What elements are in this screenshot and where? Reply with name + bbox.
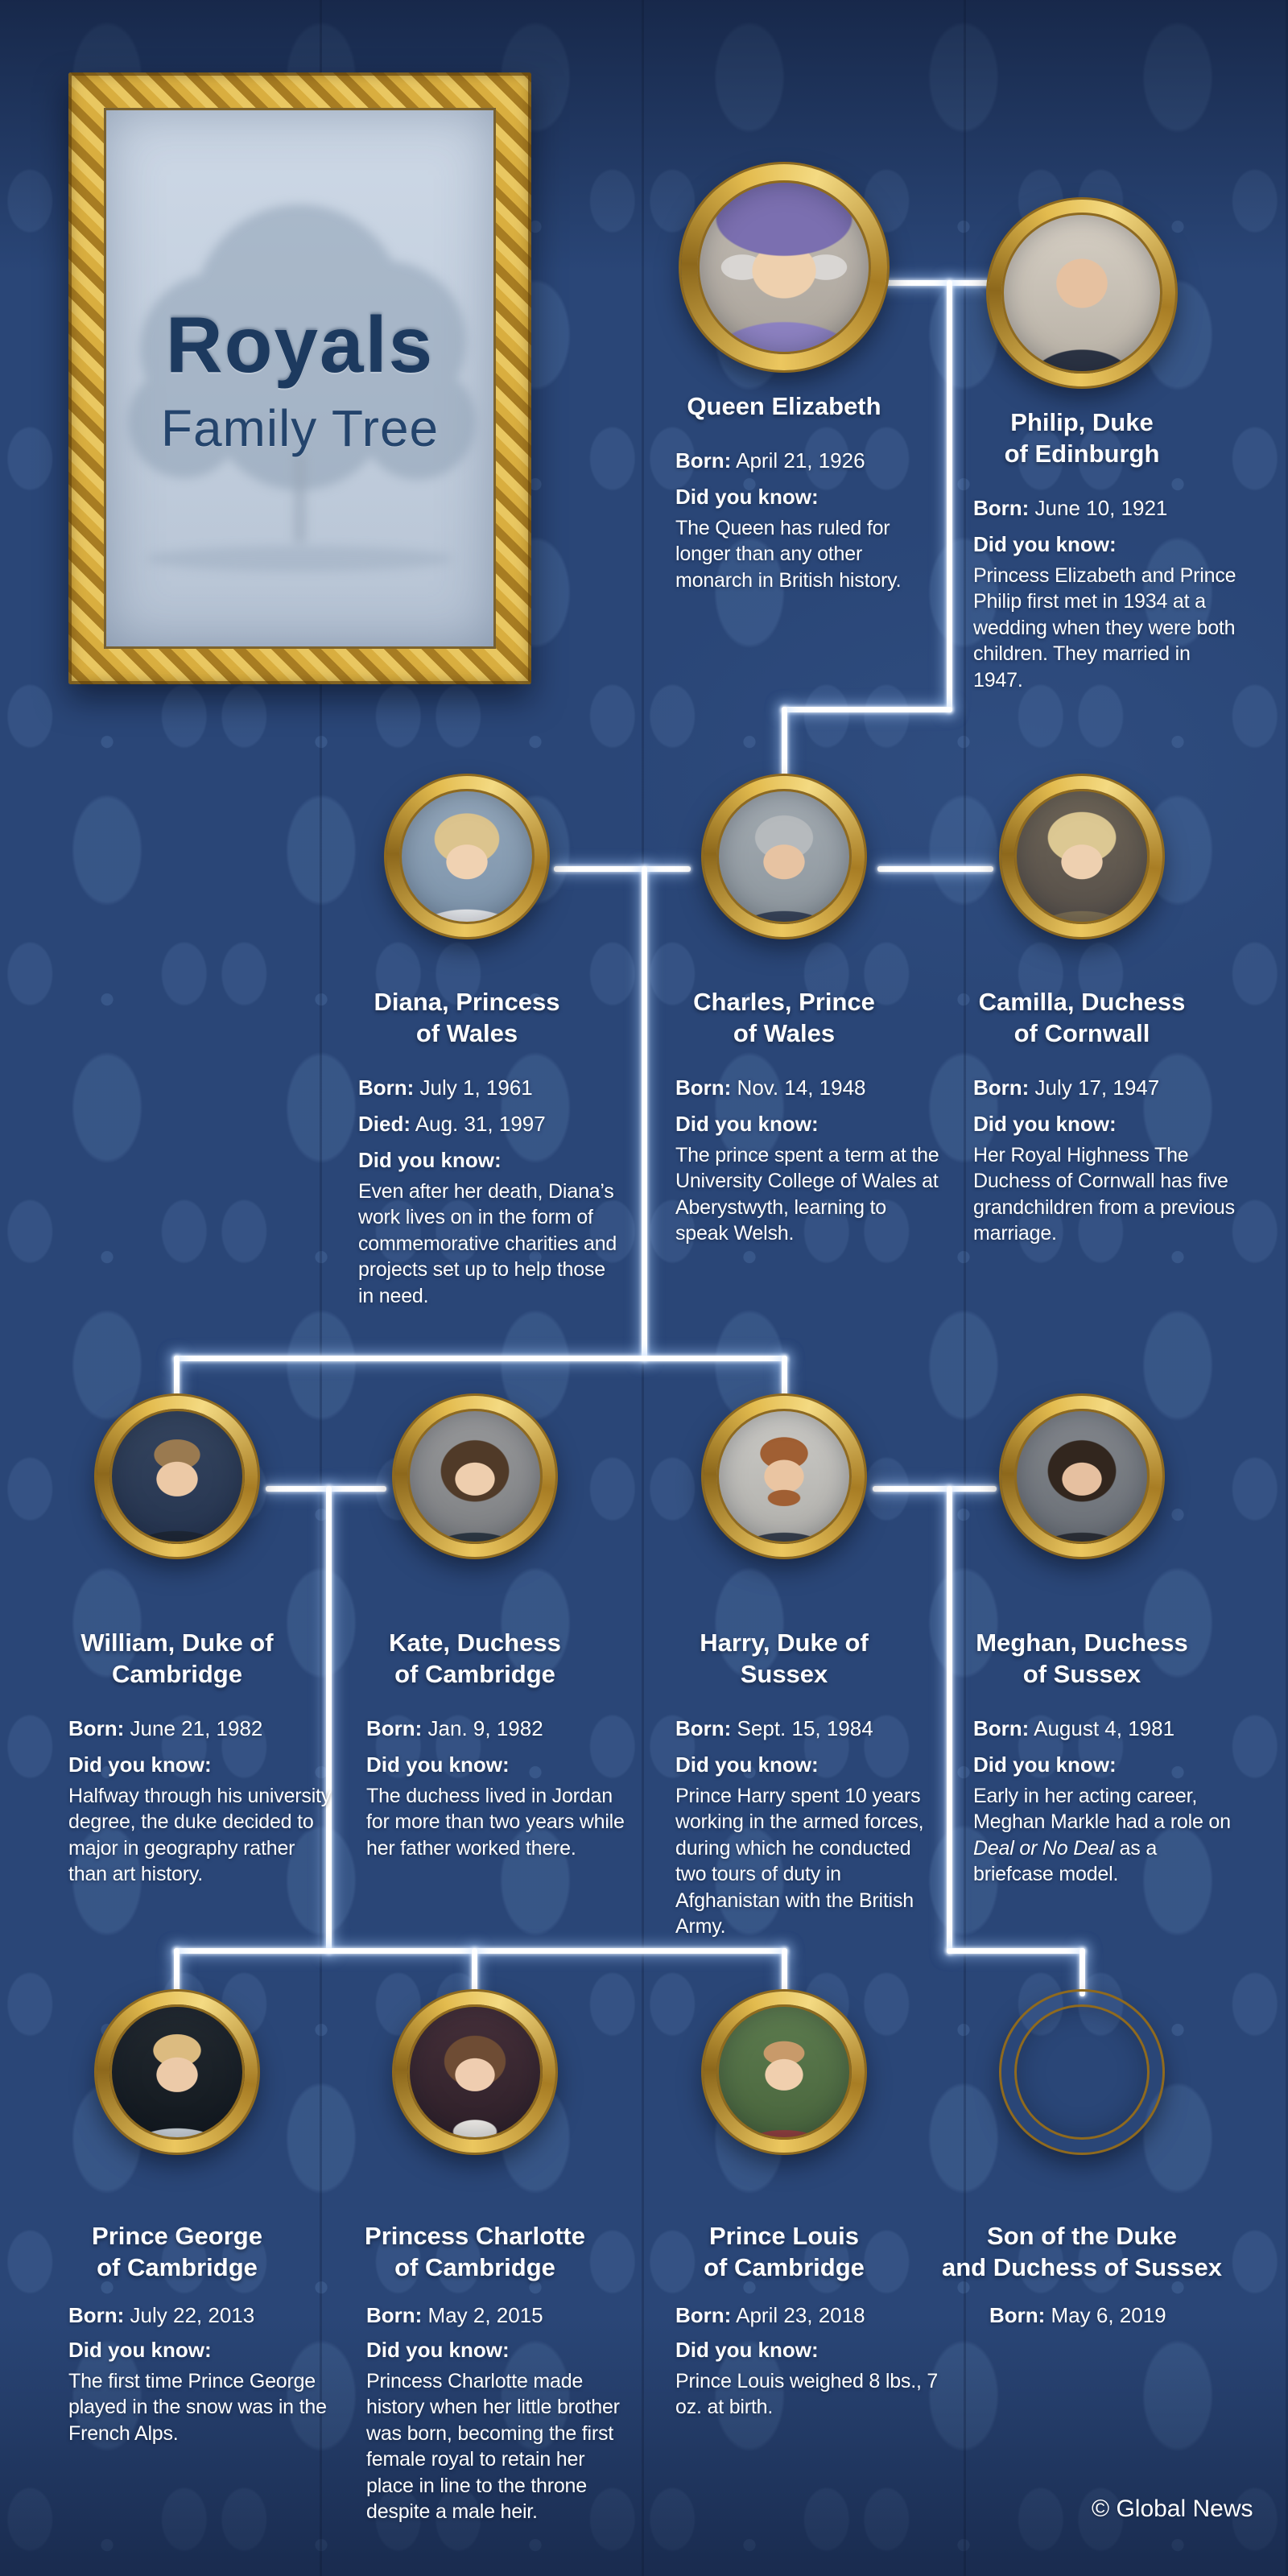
person-card-charles	[627, 776, 941, 1247]
person-name: Prince Louis of Cambridge	[704, 2222, 865, 2281]
person-name: Meghan, Duchess of Sussex	[976, 1629, 1188, 1688]
born-row	[68, 1715, 334, 1743]
connector-line-drop-to-charles-3	[782, 707, 787, 781]
portrait-louis	[704, 1992, 865, 2153]
person-card-louis	[627, 1992, 941, 2421]
person-card-diana	[310, 776, 624, 1309]
born-date: June 21, 1982	[124, 1715, 263, 1740]
portrait-diana	[386, 776, 547, 937]
person-card-philip	[925, 200, 1239, 693]
person-name: Son of the Duke and Duchess of Sussex	[941, 2222, 1222, 2281]
born-label: Born:	[675, 2302, 732, 2327]
did-you-know-label: Did you know:	[675, 1752, 819, 1777]
born-row	[358, 1074, 624, 1102]
portrait-philip	[989, 200, 1175, 386]
person-card-william	[20, 1396, 334, 1888]
born-date: May 6, 2019	[1045, 2302, 1166, 2327]
did-you-know-label: Did you know:	[675, 1111, 819, 1136]
did-you-know-label: Did you know:	[366, 1752, 510, 1777]
died-row	[358, 1110, 624, 1138]
did-you-know-label: Did you know:	[68, 1752, 212, 1777]
born-date: July 22, 2013	[124, 2302, 255, 2327]
person-card-charlotte	[318, 1992, 632, 2525]
born-row	[366, 2301, 632, 2330]
connector-line-drop-to-charles-2	[782, 707, 952, 712]
fact-text: The first time Prince George played in the snow was in the French Alps.	[68, 2369, 327, 2445]
portrait-harry	[704, 1396, 865, 1557]
born-label: Born:	[675, 1075, 732, 1100]
fact-text: Prince Harry spent 10 years working in the armed forces, during which he conducted two tours of duty in Afghanistan with the British Army.	[675, 1784, 924, 1938]
born-row	[675, 447, 941, 475]
connector-line-drop-to-louis	[782, 1948, 787, 1996]
portrait-camilla	[1001, 776, 1162, 937]
person-name: Kate, Duchess of Cambridge	[389, 1629, 561, 1688]
connector-line-drop-to-sussex-son-3	[1080, 1948, 1085, 1996]
born-label: Born:	[366, 1715, 423, 1740]
person-name: Princess Charlotte of Cambridge	[365, 2222, 585, 2281]
born-row	[973, 494, 1239, 522]
born-label: Born:	[366, 2302, 423, 2327]
page-title: Royals	[165, 299, 435, 389]
fact-text: The duchess lived in Jordan for more than two years while her father worked there.	[366, 1784, 625, 1860]
did-you-know-label: Did you know:	[973, 1752, 1117, 1777]
connector-line-kids-bus	[174, 1948, 787, 1954]
credit-text: © Global News	[1092, 2496, 1253, 2522]
died-date: Aug. 31, 1997	[411, 1111, 546, 1136]
fact-text: Princess Charlotte made history when her little brother was born, becoming the first female royal to retain her place in line to the throne despite a male heir.	[366, 2369, 620, 2524]
person-card-kate	[318, 1396, 632, 1861]
person-name: Prince George of Cambridge	[92, 2222, 262, 2281]
born-date: July 17, 1947	[1029, 1075, 1160, 1100]
born-row	[989, 2301, 1255, 2330]
did-you-know-label: Did you know:	[973, 531, 1117, 556]
fact-text: Prince Louis weighed 8 lbs., 7 oz. at birth.	[675, 2369, 939, 2419]
person-name: Diana, Princess of Wales	[374, 988, 560, 1047]
born-label: Born:	[973, 495, 1030, 520]
did-you-know-label: Did you know:	[973, 1111, 1117, 1136]
did-you-know-label: Did you know:	[358, 1147, 502, 1172]
person-name: Queen Elizabeth	[687, 392, 881, 420]
page-subtitle: Family Tree	[160, 398, 440, 457]
born-label: Born:	[973, 1715, 1030, 1740]
portrait-charles	[704, 776, 865, 937]
born-label: Born:	[675, 448, 732, 473]
connector-line-drop-to-charlotte	[472, 1948, 477, 1996]
person-name: William, Duke of Cambridge	[80, 1629, 274, 1688]
born-label: Born:	[973, 1075, 1030, 1100]
portrait-queen	[681, 164, 887, 370]
born-date: May 2, 2015	[422, 2302, 543, 2327]
portrait-meghan	[1001, 1396, 1162, 1557]
title-canvas	[104, 108, 496, 649]
portrait-charlotte	[394, 1992, 555, 2153]
born-label: Born:	[675, 1715, 732, 1740]
did-you-know-label: Did you know:	[675, 2337, 819, 2362]
born-row	[366, 1715, 632, 1743]
born-row	[973, 1715, 1239, 1743]
fact-text: Even after her death, Diana’s work lives on in the form of commemorative charities and projects set up to help those in need.	[358, 1179, 617, 1307]
born-row	[675, 1715, 941, 1743]
born-date: April 21, 1926	[731, 448, 865, 473]
portrait-george	[97, 1992, 258, 2153]
connector-line-drop-to-george	[174, 1948, 180, 1996]
fact-text: Princess Elizabeth and Prince Philip first met in 1934 at a wedding when they were both children. They married in 1947.	[973, 564, 1236, 691]
person-card-camilla	[925, 776, 1239, 1247]
born-label: Born:	[358, 1075, 415, 1100]
fact-text: Her Royal Highness The Duchess of Cornwall has five grandchildren from a previous marriage.	[973, 1143, 1235, 1245]
born-date: April 23, 2018	[731, 2302, 865, 2327]
born-row	[973, 1074, 1239, 1102]
portrait-william	[97, 1396, 258, 1557]
born-label: Born:	[989, 2302, 1046, 2327]
person-card-meghan	[925, 1396, 1239, 1888]
connector-line-sibling-bus	[174, 1356, 787, 1361]
died-label: Died:	[358, 1111, 411, 1136]
connector-line-drop-to-sussex-son-2	[947, 1948, 1085, 1954]
born-row	[68, 2301, 334, 2330]
person-name: Charles, Prince of Wales	[693, 988, 875, 1047]
person-card-harry	[627, 1396, 941, 1940]
did-you-know-label: Did you know:	[366, 2337, 510, 2362]
fact-text: Early in her acting career, Meghan Markle had a role on Deal or No Deal as a briefcase model.	[973, 1784, 1231, 1886]
person-name: Philip, Duke of Edinburgh	[1004, 408, 1160, 468]
person-card-george	[20, 1992, 334, 2446]
born-date: Nov. 14, 1948	[731, 1075, 866, 1100]
fact-text: Halfway through his university degree, the duke decided to major in geography rather than art history.	[68, 1784, 332, 1886]
fact-text: The Queen has ruled for longer than any other monarch in British history.	[675, 516, 902, 592]
born-date: July 1, 1961	[414, 1075, 533, 1100]
portrait-son	[1001, 1992, 1162, 2153]
person-name: Harry, Duke of Sussex	[700, 1629, 869, 1688]
born-date: Jan. 9, 1982	[422, 1715, 543, 1740]
did-you-know-label: Did you know:	[68, 2337, 212, 2362]
person-card-queen	[627, 164, 941, 593]
person-name: Camilla, Duchess of Cornwall	[978, 988, 1186, 1047]
born-label: Born:	[68, 1715, 125, 1740]
portrait-kate	[394, 1396, 555, 1557]
person-card-son	[897, 1992, 1267, 2330]
born-date: Sept. 15, 1984	[731, 1715, 873, 1740]
born-date: August 4, 1981	[1029, 1715, 1175, 1740]
fact-text: The prince spent a term at the University College of Wales at Aberystwyth, learning to speak Welsh.	[675, 1143, 939, 1245]
born-date: June 10, 1921	[1029, 495, 1168, 520]
did-you-know-label: Did you know:	[675, 484, 819, 509]
born-label: Born:	[68, 2302, 125, 2327]
born-row	[675, 1074, 941, 1102]
title-picture-frame	[68, 72, 531, 684]
